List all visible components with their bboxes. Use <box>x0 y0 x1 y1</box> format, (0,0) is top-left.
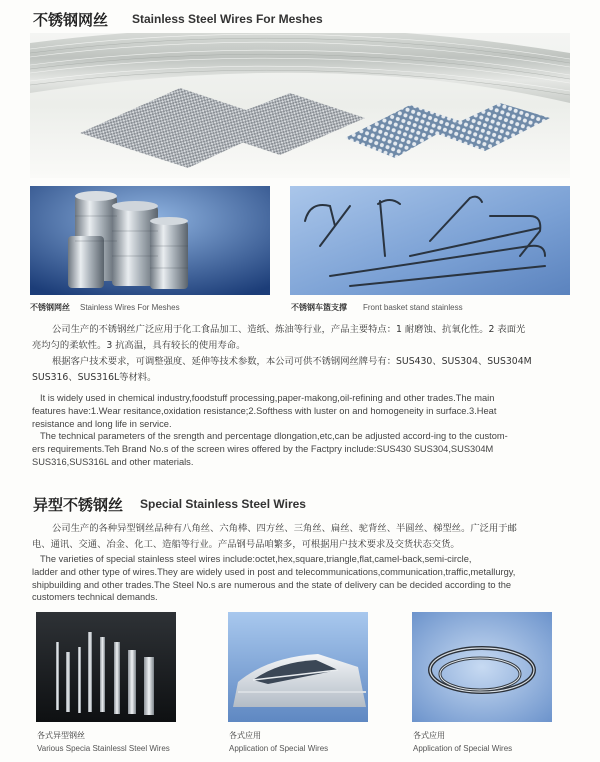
caption-basket-stand-en: Front basket stand stainless <box>363 303 463 312</box>
basket-stand-photo <box>290 186 570 295</box>
mesh-banner-photo <box>30 33 570 178</box>
para-cn-line: 电、通讯、交通、冶金、化工、造船等行业。产品钢号品咱繁多，可根据用户技术要求及交货状态交货。 <box>32 539 460 550</box>
para-en-line: ers requirements.Teh Brand No.s of the screen wires offered by the Factpry include:SUS430 SUS304,SUS304M <box>32 444 494 455</box>
caption-application-2-en: Application of Special Wires <box>413 744 513 753</box>
caption-mesh-wires-en: Stainless Wires For Meshes <box>80 303 180 312</box>
section1-paragraph-cn <box>32 322 572 386</box>
para-en-line: resistance and long life in service. <box>32 418 172 429</box>
car-application-photo <box>228 612 368 722</box>
para-cn-line: SUS316、SUS316L等材料。 <box>32 372 157 383</box>
caption-special-wires-en: Various Specia Stainlessl Steel Wires <box>37 744 170 753</box>
para-en-line: It is widely used in chemical industry,foodstuff processing,paper-makong,oil-refining and other trades.The main <box>40 393 495 403</box>
para-cn-line: 根据客户技术要求，可调整强度、延伸等技术参数，本公司可供不锈钢网丝牌号有：SUS430、SUS304、SUS304M <box>52 356 532 367</box>
section2-paragraph-cn <box>32 521 577 553</box>
para-en-line: features have:1.Wear resitance,oxidation resistance;2.Softhess with luster on and homogeneity in surface.3.Heat <box>32 405 497 416</box>
ring-application-photo <box>412 612 552 722</box>
section2-title-en: Special Stainless Steel Wires <box>140 497 306 511</box>
section1-paragraph-en <box>32 392 577 469</box>
section2-title-cn: 异型不锈钢丝 <box>33 496 124 514</box>
section1-title-en: Stainless Steel Wires For Meshes <box>132 12 323 26</box>
caption-application-2-cn: 各式应用 <box>413 731 445 740</box>
para-cn-line: 公司生产的各种异型钢丝品种有八角丝、六角棒、四方丝、三角丝、扁丝、驼背丝、半圆丝、梯型丝。广泛用于邮 <box>52 523 517 534</box>
section1-title-cn: 不锈钢网丝 <box>33 11 109 29</box>
section2-paragraph-en <box>32 553 577 604</box>
para-cn-line: 公司生产的不锈钢丝广泛应用于化工食品加工、造纸、炼油等行业，产品主要特点：1 耐磨蚀、抗氧化性。2 表面光 <box>52 324 526 335</box>
caption-application-1-en: Application of Special Wires <box>229 744 329 753</box>
caption-special-wires-cn: 各式异型钢丝 <box>37 731 85 740</box>
wire-spools-photo <box>30 186 270 295</box>
caption-basket-stand-cn: 不锈钢车篮支撑 <box>291 303 347 312</box>
caption-mesh-wires-cn: 不锈钢网丝 <box>30 303 70 312</box>
para-en-line: ladder and other type of wires.They are widely used in post and telecommunications,communication,traffic,metallurgy, <box>32 566 516 577</box>
para-en-line: The varieties of special stainless steel wires include:octet,hex,square,triangle,flat,camel-back,semi-circle, <box>40 554 472 564</box>
special-wires-photo <box>36 612 176 722</box>
para-en-line: SUS316,SUS316L and other materials. <box>32 456 194 467</box>
caption-application-1-cn: 各式应用 <box>229 731 261 740</box>
para-en-line: customers technical demands. <box>32 592 158 603</box>
para-en-line: The technical parameters of the srength and percentage dlongation,etc,can be adjusted accord-ing to the custom- <box>40 431 508 442</box>
para-en-line: shipbuilding and other trades.The Steel No.s are numerous and the state of delivery can be decided according to the <box>32 579 512 590</box>
para-cn-line: 亮均匀的柔软性。3 抗高温，具有较长的使用寿命。 <box>32 340 246 351</box>
